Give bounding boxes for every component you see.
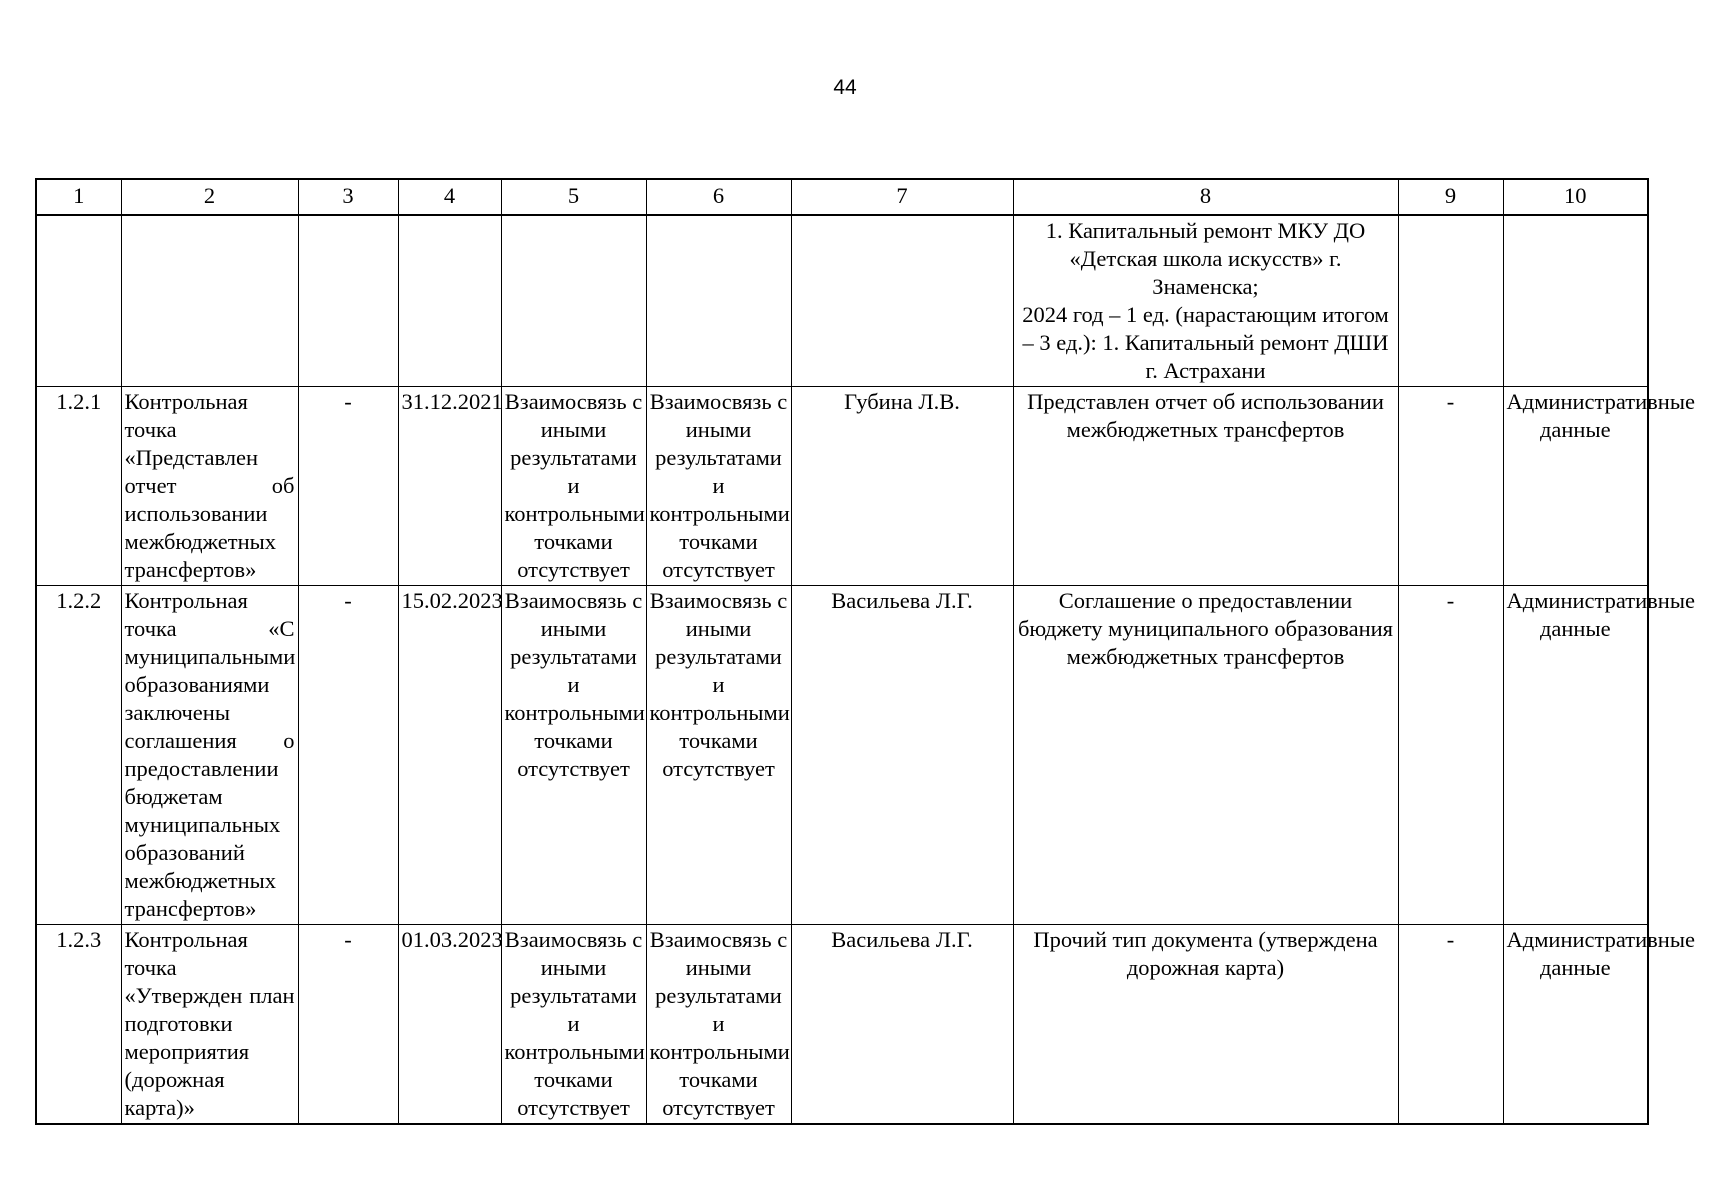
result-document: Представлен отчет об использовании межбюджетных трансфертов: [1013, 387, 1398, 586]
column-header: 10: [1503, 179, 1648, 215]
data-source: Административные данные: [1503, 586, 1648, 925]
row-number: 1.2.2: [36, 586, 121, 925]
column-header: 7: [791, 179, 1013, 215]
relation-cell: Взаимосвязь с иными результатами и контрольными точками отсутствует: [646, 586, 791, 925]
row-number: 1.2.3: [36, 925, 121, 1125]
table-row: [36, 387, 1648, 586]
relation-cell: Взаимосвязь с иными результатами и контрольными точками отсутствует: [501, 586, 646, 925]
page-number: 44: [833, 76, 857, 99]
continuation-row: [36, 215, 1648, 387]
column-header: 4: [398, 179, 501, 215]
result-document: Прочий тип документа (утверждена дорожная карта): [1013, 925, 1398, 1125]
row-number: 1.2.1: [36, 387, 121, 586]
date-cell: 31.12.2021: [398, 387, 501, 586]
continuation-text: 1. Капитальный ремонт МКУ ДО «Детская школа искусств» г. Знаменска; 2024 год – 1 ед. (нарастающим итогом – 3 ед.): 1. Капитальный ремонт ДШИ г. Астрахани: [1013, 215, 1398, 387]
column-header: 6: [646, 179, 791, 215]
result-document: Соглашение о предоставлении бюджету муниципального образования межбюджетных трансфертов: [1013, 586, 1398, 925]
column-9-value: -: [1398, 925, 1503, 1125]
responsible-person: Васильева Л.Г.: [791, 586, 1013, 925]
column-9-value: -: [1398, 387, 1503, 586]
responsible-person: Губина Л.В.: [791, 387, 1013, 586]
column-3-value: -: [298, 586, 398, 925]
column-header: 5: [501, 179, 646, 215]
relation-cell: Взаимосвязь с иными результатами и контрольными точками отсутствует: [646, 925, 791, 1125]
column-header: 9: [1398, 179, 1503, 215]
column-3-value: -: [298, 387, 398, 586]
column-header: 3: [298, 179, 398, 215]
column-number-header-row: [36, 179, 1648, 215]
relation-cell: Взаимосвязь с иными результатами и контрольными точками отсутствует: [501, 387, 646, 586]
responsible-person: Васильева Л.Г.: [791, 925, 1013, 1125]
column-3-value: -: [298, 925, 398, 1125]
column-header: 8: [1013, 179, 1398, 215]
relation-cell: Взаимосвязь с иными результатами и контрольными точками отсутствует: [646, 387, 791, 586]
control-point-name: Контрольная точка «Представлен отчет об использовании межбюджетных трансфертов»: [121, 387, 298, 586]
data-source: Административные данные: [1503, 387, 1648, 586]
control-point-name: Контрольная точка «С муниципальными образованиями заключены соглашения о предоставлении бюджетам муниципальных образований межбюджетных трансфертов»: [121, 586, 298, 925]
relation-cell: Взаимосвязь с иными результатами и контрольными точками отсутствует: [501, 925, 646, 1125]
column-header: 2: [121, 179, 298, 215]
column-header: 1: [36, 179, 121, 215]
table-row: [36, 925, 1648, 1125]
date-cell: 15.02.2023: [398, 586, 501, 925]
table-row: [36, 586, 1648, 925]
date-cell: 01.03.2023: [398, 925, 501, 1125]
control-point-name: Контрольная точка «Утвержден план подготовки мероприятия (дорожная карта)»: [121, 925, 298, 1125]
control-points-table: [35, 178, 1695, 1125]
data-source: Административные данные: [1503, 925, 1648, 1125]
column-9-value: -: [1398, 586, 1503, 925]
